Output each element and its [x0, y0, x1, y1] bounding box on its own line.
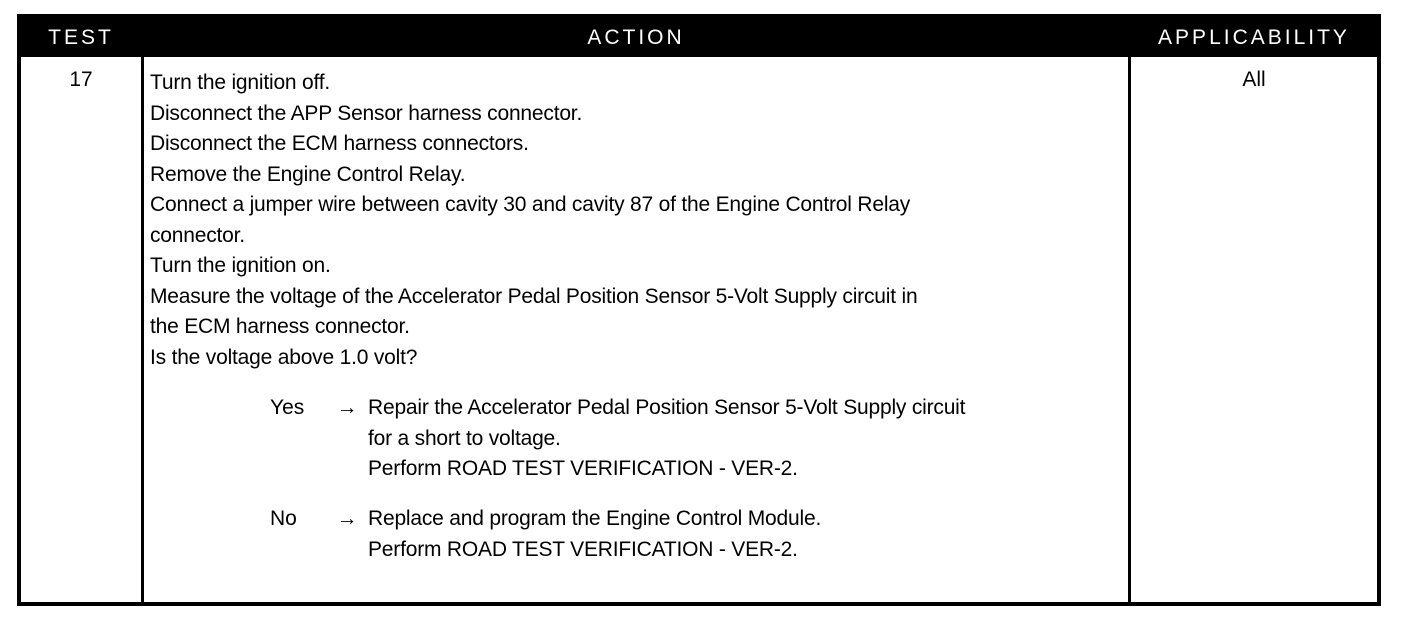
right-arrow-icon: → [336, 396, 358, 419]
diagnostic-test-table [17, 14, 1381, 606]
result-no-label: No [270, 507, 297, 530]
result-yes-label: Yes [270, 396, 305, 419]
result-yes-line: Repair the Accelerator Pedal Position Sensor 5-Volt Supply circuit [368, 396, 966, 419]
header-action: ACTION [587, 26, 685, 49]
header-test: TEST [48, 26, 114, 49]
result-yes-line: for a short to voltage. [368, 426, 561, 450]
test-number-cell: 17 [69, 68, 93, 91]
action-step: Connect a jumper wire between cavity 30 and cavity 87 of the Engine Control Relay [150, 193, 911, 216]
result-yes-line: Perform ROAD TEST VERIFICATION - VER-2. [368, 457, 798, 480]
action-step: Measure the voltage of the Accelerator Pedal Position Sensor 5-Volt Supply circuit in [150, 284, 918, 308]
applicability-cell: All [1242, 68, 1266, 91]
action-step: the ECM harness connector. [150, 315, 410, 338]
action-step: Turn the ignition off. [150, 71, 331, 94]
action-question: Is the voltage above 1.0 volt? [150, 345, 418, 369]
action-step: Remove the Engine Control Relay. [150, 162, 466, 186]
result-no-text [368, 504, 1138, 565]
action-step: Turn the ignition on. [150, 254, 331, 277]
action-cell [150, 68, 1125, 561]
result-yes-text [368, 393, 1138, 485]
table-header-row [21, 18, 1377, 57]
result-no-line: Replace and program the Engine Control Module. [368, 507, 822, 530]
action-step: connector. [150, 223, 245, 247]
result-no-line: Perform ROAD TEST VERIFICATION - VER-2. [368, 537, 798, 561]
action-step: Disconnect the APP Sensor harness connector. [150, 101, 583, 125]
header-applicability: APPLICABILITY [1158, 26, 1350, 49]
action-step: Disconnect the ECM harness connectors. [150, 132, 529, 155]
column-divider [141, 18, 144, 606]
right-arrow-icon: → [336, 507, 358, 530]
